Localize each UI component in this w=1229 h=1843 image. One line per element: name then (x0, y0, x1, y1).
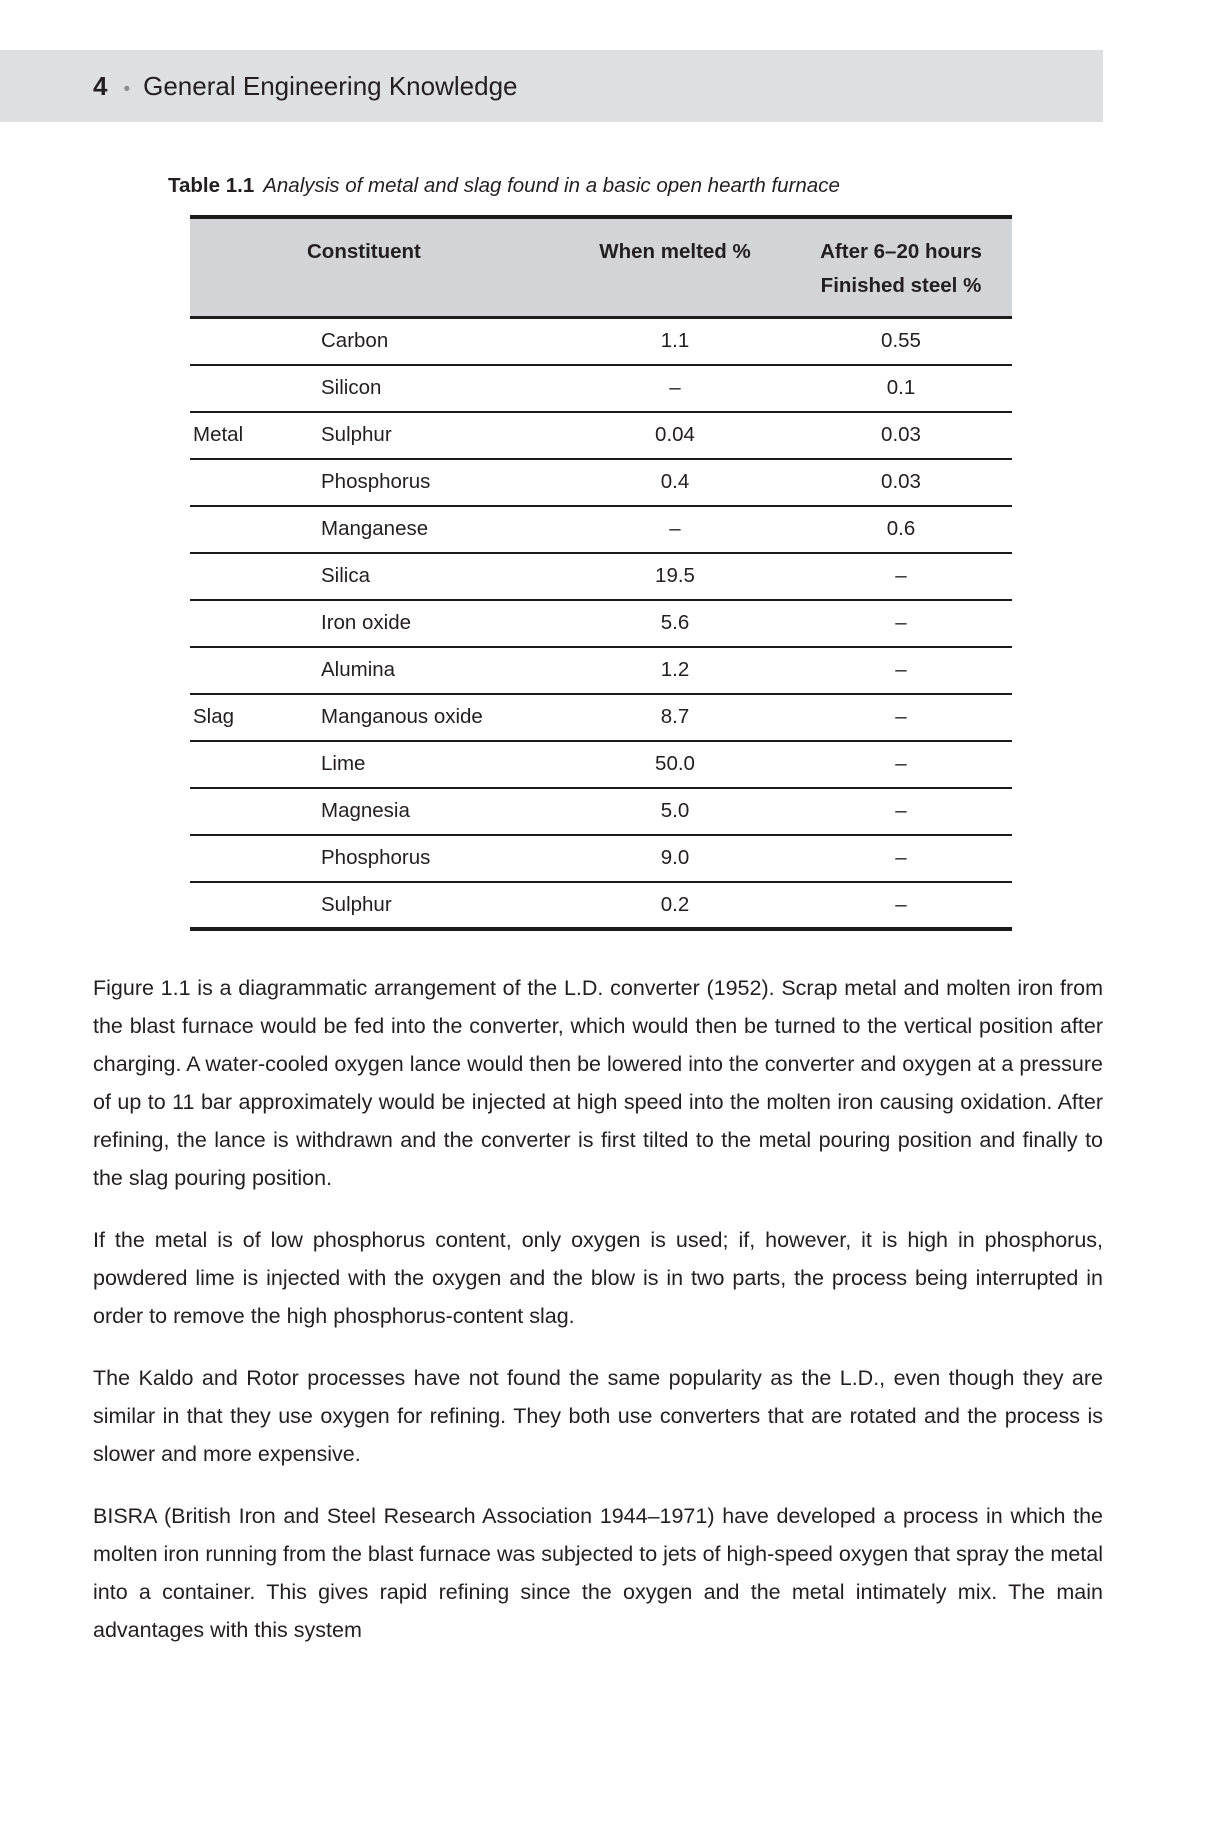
cell-constituent: Silica (307, 553, 560, 600)
table-row (190, 788, 1012, 835)
cell-when-melted: – (560, 365, 790, 412)
cell-after: – (790, 882, 1012, 929)
table-caption-text: Analysis of metal and slag found in a basic open hearth furnace (263, 174, 840, 197)
col-after-header-line2: Finished steel % (820, 274, 982, 297)
table-row (190, 412, 1012, 459)
cell-constituent: Manganese (307, 506, 560, 553)
cell-when-melted: 0.2 (560, 882, 790, 929)
table-row (190, 553, 1012, 600)
cell-group (190, 741, 307, 788)
table-row (190, 694, 1012, 741)
cell-when-melted: 8.7 (560, 694, 790, 741)
table-row (190, 318, 1012, 365)
col-constituent-header: Constituent (307, 217, 560, 318)
cell-group (190, 318, 307, 365)
table-row (190, 506, 1012, 553)
cell-when-melted: 0.4 (560, 459, 790, 506)
dot-separator-icon: • (123, 78, 131, 100)
col-group-header (190, 217, 307, 318)
cell-when-melted: 19.5 (560, 553, 790, 600)
cell-constituent: Lime (307, 741, 560, 788)
page-number: 4 (93, 70, 108, 101)
cell-constituent: Sulphur (307, 882, 560, 929)
cell-constituent: Silicon (307, 365, 560, 412)
cell-after: 0.03 (790, 459, 1012, 506)
cell-group: Slag (190, 694, 307, 741)
paragraph-phosphorus-process: If the metal is of low phosphorus content, only oxygen is used; if, however, it is high in phosphorus, powdered lime is injected with the oxygen and the blow is in two parts, the process being interrupted in order to remove the high phosphorus-content slag. (93, 1228, 1103, 1328)
cell-group: Metal (190, 412, 307, 459)
table-row (190, 835, 1012, 882)
table-row (190, 741, 1012, 788)
cell-after: – (790, 741, 1012, 788)
table-row (190, 882, 1012, 929)
cell-when-melted: 9.0 (560, 835, 790, 882)
cell-after: 0.1 (790, 365, 1012, 412)
cell-constituent: Carbon (307, 318, 560, 365)
cell-constituent: Manganous oxide (307, 694, 560, 741)
cell-after: – (790, 694, 1012, 741)
cell-after: – (790, 835, 1012, 882)
cell-constituent: Magnesia (307, 788, 560, 835)
paragraph-figure-description: Figure 1.1 is a diagrammatic arrangement of the L.D. converter (1952). Scrap metal and molten iron from the blast furnace would be fed into the converter, which would then be turned to the vertical position after charging. A water-cooled oxygen lance would then be lowered into the converter and oxygen at a pressure of up to 11 bar approximately would be injected at high speed into the molten iron causing oxidation. After refining, the lance is withdrawn and the converter is first tilted to the metal pouring position and finally to the slag pouring position. (93, 976, 1103, 1190)
cell-constituent: Sulphur (307, 412, 560, 459)
running-header (93, 71, 518, 102)
cell-group (190, 600, 307, 647)
table-row (190, 600, 1012, 647)
cell-when-melted: 50.0 (560, 741, 790, 788)
cell-constituent: Alumina (307, 647, 560, 694)
col-after-header (790, 217, 1012, 318)
cell-after: – (790, 647, 1012, 694)
cell-when-melted: 1.1 (560, 318, 790, 365)
table-header (190, 217, 1012, 318)
cell-group (190, 788, 307, 835)
cell-when-melted: – (560, 506, 790, 553)
cell-constituent: Phosphorus (307, 835, 560, 882)
cell-when-melted: 5.0 (560, 788, 790, 835)
paragraph-kaldo-rotor: The Kaldo and Rotor processes have not found the same popularity as the L.D., even though they are similar in that they use oxygen for refining. They both use converters that are rotated and the process is slower and more expensive. (93, 1366, 1103, 1466)
table-row (190, 365, 1012, 412)
col-after-header-line1: After 6–20 hours (820, 240, 982, 263)
analysis-table (190, 215, 1012, 931)
cell-after: – (790, 553, 1012, 600)
cell-group (190, 506, 307, 553)
table-caption-label: Table 1.1 (168, 174, 255, 197)
cell-after: – (790, 600, 1012, 647)
table-row (190, 459, 1012, 506)
chapter-title: General Engineering Knowledge (143, 70, 518, 101)
cell-when-melted: 5.6 (560, 600, 790, 647)
col-when-melted-header: When melted % (560, 217, 790, 318)
cell-group (190, 553, 307, 600)
cell-group (190, 882, 307, 929)
cell-after: 0.6 (790, 506, 1012, 553)
body-text (93, 969, 1103, 1673)
table-body (190, 318, 1012, 929)
cell-group (190, 459, 307, 506)
cell-constituent: Phosphorus (307, 459, 560, 506)
cell-after: – (790, 788, 1012, 835)
cell-when-melted: 1.2 (560, 647, 790, 694)
table-caption (168, 174, 840, 198)
cell-group (190, 365, 307, 412)
cell-after: 0.03 (790, 412, 1012, 459)
cell-group (190, 647, 307, 694)
cell-constituent: Iron oxide (307, 600, 560, 647)
cell-group (190, 835, 307, 882)
running-header-bar (0, 50, 1103, 122)
paragraph-bisra: BISRA (British Iron and Steel Research Association 1944–1971) have developed a process in which the molten iron running from the blast furnace was subjected to jets of high-speed oxygen that spray the metal into a container. This gives rapid refining since the oxygen and the metal intimately mix. The main advantages with this system (93, 1504, 1103, 1642)
cell-when-melted: 0.04 (560, 412, 790, 459)
table-header-row (190, 217, 1012, 318)
cell-after: 0.55 (790, 318, 1012, 365)
table-row (190, 647, 1012, 694)
